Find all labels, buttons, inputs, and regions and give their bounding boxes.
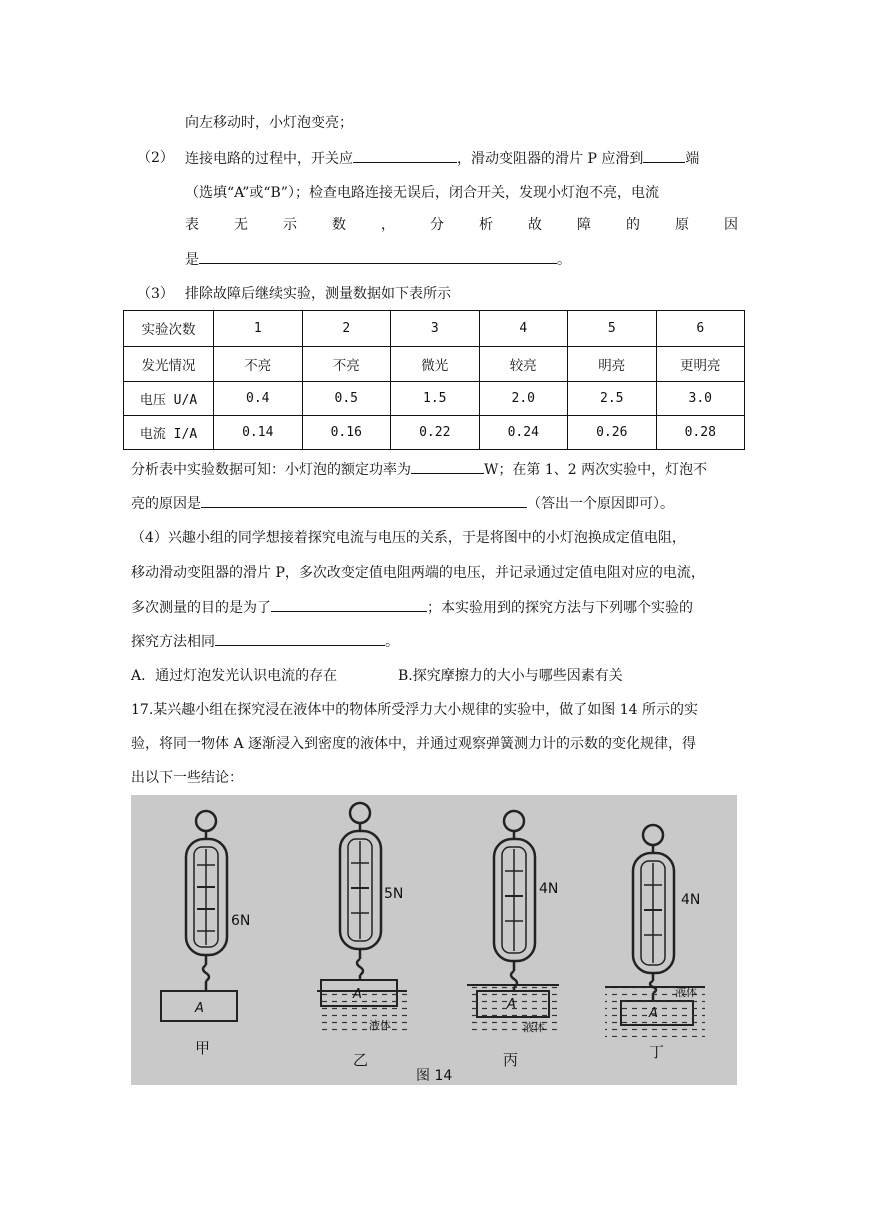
switch-state-blank[interactable] <box>353 148 457 163</box>
q17-line1: 17.某兴趣小组在探究浸在液体中的物体所受浮力大小规律的实验中，做了如图 14 所示的实 <box>131 702 698 718</box>
label-ding: 丁 <box>649 1043 665 1061</box>
data-table <box>123 310 745 450</box>
spaced-char: 分 <box>430 217 444 233</box>
table-cell: 不亮 <box>302 346 391 382</box>
table-row <box>124 346 745 382</box>
liquid-label-ding: 液体 <box>675 986 697 999</box>
table-cell: 0.28 <box>656 416 745 450</box>
liquid-label-yi: 液体 <box>369 1019 391 1032</box>
analysis-text-a: 分析表中实验数据可知：小灯泡的额定功率为 <box>131 462 411 478</box>
purpose-blank[interactable] <box>271 597 427 612</box>
table-cell: 0.22 <box>391 416 480 450</box>
q2-line4-end: 。 <box>557 252 571 268</box>
q4-text-c: 探究方法相同 <box>131 634 215 650</box>
table-cell: 2.0 <box>479 382 568 416</box>
q1-tail: 向左移动时，小灯泡变亮； <box>185 115 353 131</box>
q4-text-b: ；本实验用到的探究方法与下列哪个实验的 <box>427 600 693 616</box>
spaced-char: 故 <box>528 217 542 233</box>
table-cell: 实验次数 <box>124 311 214 347</box>
table-cell: 2 <box>302 311 391 347</box>
table-cell: 0.14 <box>214 416 303 450</box>
table-cell: 1 <box>214 311 303 347</box>
label-jia: 甲 <box>195 1039 211 1057</box>
table-cell: 电流 I/A <box>124 416 214 450</box>
table-cell: 0.4 <box>214 382 303 416</box>
block-label-jia: A <box>195 1001 204 1016</box>
table-cell: 发光情况 <box>124 346 214 382</box>
q2-line4-start: 是 <box>185 252 199 268</box>
reading-ding: 4N <box>681 892 701 908</box>
label-yi: 乙 <box>353 1051 369 1069</box>
liquid-yi <box>317 991 407 1035</box>
q2-text-b: ，滑动变阻器的滑片 P 应滑到 <box>457 151 644 167</box>
table-cell: 0.16 <box>302 416 391 450</box>
table-cell: 6 <box>656 311 745 347</box>
liquid-label-bing: 液体 <box>523 1021 545 1034</box>
table-row <box>124 382 745 416</box>
reading-bing: 4N <box>539 881 559 897</box>
q2-line4 <box>185 249 571 270</box>
q2-number: （2） <box>137 150 174 166</box>
spring-scale-jia <box>161 811 237 1021</box>
table-cell: 较亮 <box>479 346 568 382</box>
reading-jia: 6N <box>231 913 251 929</box>
spaced-char: 析 <box>479 217 493 233</box>
spaced-char: 表 <box>185 217 199 233</box>
q4-line2: 移动滑动变阻器的滑片 P，多次改变定值电阻两端的电压，并记录通过定值电阻对应的电流， <box>131 565 705 581</box>
q3-text: 排除故障后继续实验，测量数据如下表所示 <box>185 286 451 302</box>
q4-text-d: 。 <box>385 634 399 650</box>
table-cell: 0.5 <box>302 382 391 416</box>
not-lit-reason-blank[interactable] <box>201 493 527 508</box>
q4-text-a: 多次测量的目的是为了 <box>131 600 271 616</box>
reading-yi: 5N <box>384 886 404 902</box>
label-bing: 丙 <box>503 1051 519 1069</box>
block-label-bing: A <box>507 997 516 1012</box>
table-cell: 3.0 <box>656 382 745 416</box>
spaced-char: 示 <box>283 217 297 233</box>
method-blank[interactable] <box>215 631 385 646</box>
table-cell: 0.24 <box>479 416 568 450</box>
figure-caption: 图 14 <box>416 1068 453 1084</box>
q17-line2: 验，将同一物体 A 逐渐浸入到密度的液体中，并通过观察弹簧测力计的示数的变化规律，得 <box>131 736 697 752</box>
q2-line2: （选填“A”或“B”）；检查电路连接无误后，闭合开关，发现小灯泡不亮，电流 <box>185 185 659 201</box>
q17-line3: 出以下一些结论： <box>131 770 243 786</box>
rated-power-blank[interactable] <box>411 459 484 474</box>
table-cell: 4 <box>479 311 568 347</box>
spaced-char: 原 <box>675 217 689 233</box>
table-cell: 微光 <box>391 346 480 382</box>
table-cell: 2.5 <box>568 382 657 416</box>
fault-cause-blank[interactable] <box>199 249 557 264</box>
q2-text-a: 连接电路的过程中，开关应 <box>185 151 353 167</box>
spaced-char: ， <box>381 217 395 233</box>
table-row <box>124 416 745 450</box>
table-cell: 电压 U/A <box>124 382 214 416</box>
table-cell: 1.5 <box>391 382 480 416</box>
analysis-text-c: 亮的原因是 <box>131 496 201 512</box>
table-cell: 明亮 <box>568 346 657 382</box>
table-cell: 5 <box>568 311 657 347</box>
spring-scale-yi <box>321 803 397 1006</box>
q2-text-c: 端 <box>685 151 700 167</box>
block-label-ding: A <box>649 1006 658 1021</box>
table-cell: 不亮 <box>214 346 303 382</box>
figure-14 <box>131 795 737 1085</box>
analysis-text-d: （答出一个原因即可）。 <box>527 496 674 512</box>
spaced-char: 的 <box>626 217 640 233</box>
q2-line3-spaced <box>185 215 738 235</box>
option-a: A．通过灯泡发光认识电流的存在 <box>131 668 338 684</box>
q4-line3 <box>131 597 693 618</box>
option-b: B.探究摩擦力的大小与哪些因素有关 <box>398 668 623 684</box>
spaced-char: 数 <box>332 217 346 233</box>
q4-line4 <box>131 631 399 652</box>
analysis-line1 <box>131 459 707 480</box>
table-row <box>124 311 745 347</box>
table-cell: 更明亮 <box>656 346 745 382</box>
q3-number: （3） <box>137 286 174 302</box>
analysis-text-b: W；在第 1、2 两次实验中，灯泡不 <box>484 462 708 478</box>
spaced-char: 无 <box>234 217 248 233</box>
block-label-yi: A <box>353 987 362 1002</box>
analysis-line2 <box>131 493 674 514</box>
table-cell: 3 <box>391 311 480 347</box>
spaced-char: 障 <box>577 217 591 233</box>
slider-end-blank[interactable] <box>643 148 685 163</box>
q2-line1 <box>185 148 699 169</box>
spaced-char: 因 <box>724 217 738 233</box>
table-cell: 0.26 <box>568 416 657 450</box>
q4-line1: （4）兴趣小组的同学想接着探究电流与电压的关系，于是将图中的小灯泡换成定值电阻， <box>131 530 686 546</box>
